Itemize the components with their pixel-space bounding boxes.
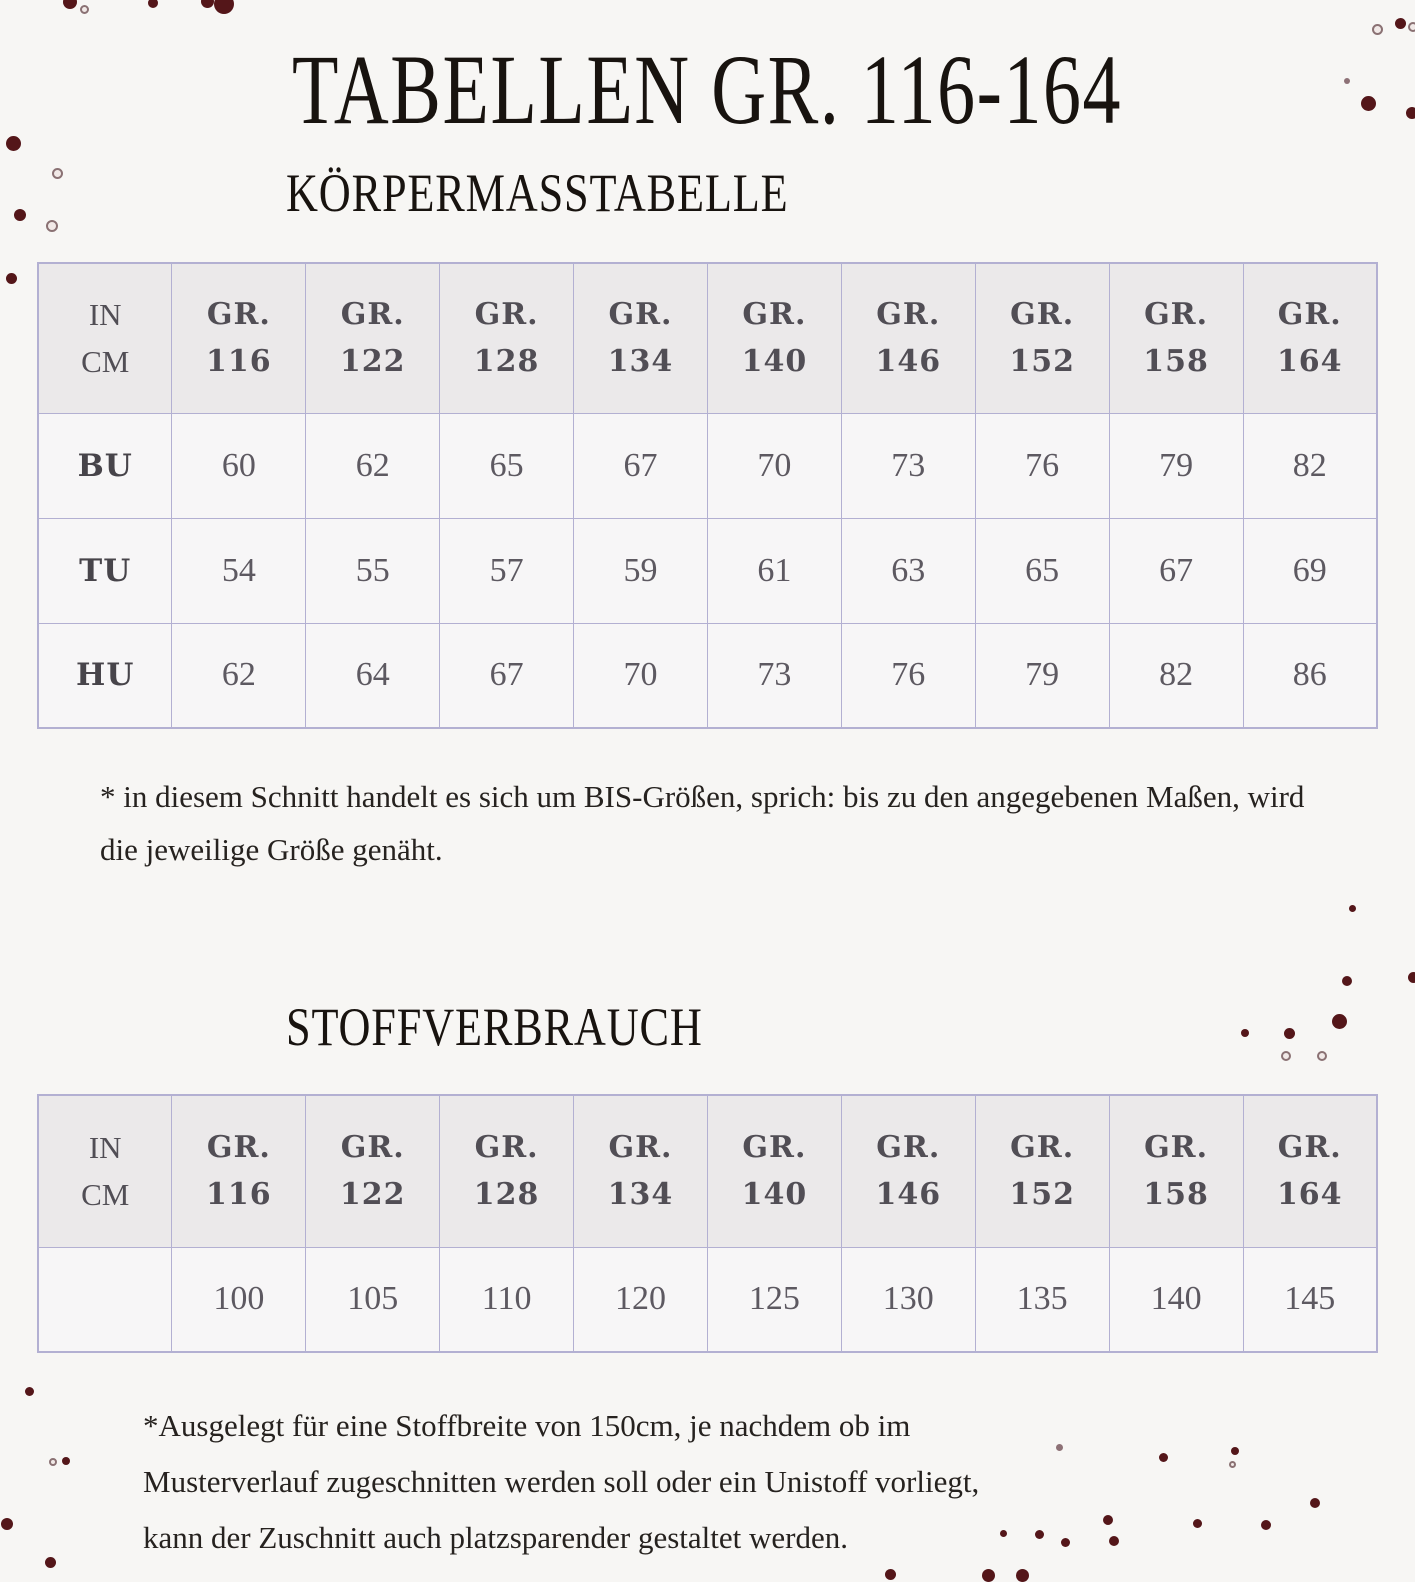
- value-cell: 57: [440, 518, 574, 623]
- decorative-dot: [1332, 1014, 1347, 1029]
- value-cell: 62: [172, 623, 306, 728]
- value-cell: 54: [172, 518, 306, 623]
- value-cell: 73: [707, 623, 841, 728]
- decorative-dot: [1056, 1444, 1063, 1451]
- footnote-line: kann der Zuschnitt auch platzsparender gestaltet werden.: [143, 1510, 979, 1566]
- value-cell: 69: [1243, 518, 1377, 623]
- value-cell: 79: [975, 623, 1109, 728]
- size-label: 122: [306, 338, 439, 385]
- bis-sizes-footnote: [100, 770, 1304, 876]
- body-measurements-table: [37, 262, 1378, 729]
- value-cell: 63: [841, 518, 975, 623]
- decorative-dot: [1231, 1447, 1239, 1455]
- value-cell: 67: [1109, 518, 1243, 623]
- value-cell: 64: [306, 623, 440, 728]
- size-header-cell: [841, 263, 975, 413]
- size-label: GR.: [574, 1124, 707, 1171]
- size-header-cell: [440, 1095, 574, 1247]
- size-label: GR.: [976, 291, 1109, 338]
- size-label: 164: [1244, 338, 1376, 385]
- decorative-dot: [1016, 1569, 1029, 1582]
- size-label: 128: [440, 338, 573, 385]
- decorative-dot: [1408, 22, 1415, 32]
- footnote-line: *Ausgelegt für eine Stoffbreite von 150cm, je nachdem ob im: [143, 1398, 979, 1454]
- unit-label: CM: [39, 338, 171, 385]
- decorative-dot: [6, 273, 17, 284]
- decorative-dot: [49, 1458, 57, 1466]
- size-header-cell: [707, 1095, 841, 1247]
- size-header-cell: [841, 1095, 975, 1247]
- size-header-cell: [574, 1095, 708, 1247]
- decorative-dot: [148, 0, 158, 8]
- decorative-dot: [25, 1387, 34, 1396]
- unit-label: IN: [39, 291, 171, 338]
- size-label: GR.: [842, 1124, 975, 1171]
- table-header-row: [38, 1095, 1377, 1247]
- decorative-dot: [14, 209, 26, 221]
- value-cell: 60: [172, 413, 306, 518]
- size-header-cell: [172, 1095, 306, 1247]
- size-label: 146: [842, 338, 975, 385]
- decorative-dot: [1342, 976, 1352, 986]
- decorative-dot: [885, 1569, 896, 1580]
- size-label: 128: [440, 1171, 573, 1218]
- decorative-dot: [1061, 1538, 1070, 1547]
- size-label: 116: [172, 1171, 305, 1218]
- value-cell: 70: [574, 623, 708, 728]
- decorative-dot: [1261, 1520, 1271, 1530]
- value-cell: 67: [440, 623, 574, 728]
- decorative-dot: [1241, 1029, 1249, 1037]
- unit-label: CM: [39, 1171, 171, 1218]
- size-header-cell: [306, 263, 440, 413]
- size-label: 122: [306, 1171, 439, 1218]
- table-row: [38, 413, 1377, 518]
- row-label-cell: TU: [38, 518, 172, 623]
- value-cell: 61: [707, 518, 841, 623]
- size-header-cell: [574, 263, 708, 413]
- size-label: 158: [1110, 338, 1243, 385]
- size-label: 146: [842, 1171, 975, 1218]
- size-label: 158: [1110, 1171, 1243, 1218]
- decorative-dot: [1281, 1051, 1291, 1061]
- size-label: 140: [708, 338, 841, 385]
- decorative-dot: [201, 0, 214, 8]
- decorative-dot: [1, 1518, 13, 1530]
- size-label: 140: [708, 1171, 841, 1218]
- footnote-line: die jeweilige Größe genäht.: [100, 823, 1304, 876]
- size-label: 164: [1244, 1171, 1376, 1218]
- size-header-cell: [975, 1095, 1109, 1247]
- row-label-cell: BU: [38, 413, 172, 518]
- value-cell: 130: [841, 1247, 975, 1352]
- unit-header-cell: [38, 1095, 172, 1247]
- size-label: GR.: [172, 291, 305, 338]
- value-cell: 55: [306, 518, 440, 623]
- decorative-dot: [1310, 1498, 1320, 1508]
- size-label: GR.: [842, 291, 975, 338]
- decorative-dot: [1109, 1536, 1119, 1546]
- decorative-dot: [1408, 972, 1415, 983]
- value-cell: 135: [975, 1247, 1109, 1352]
- decorative-dot: [63, 0, 77, 9]
- size-label: GR.: [440, 1124, 573, 1171]
- size-label: GR.: [306, 1124, 439, 1171]
- value-cell: 120: [574, 1247, 708, 1352]
- size-label: 152: [976, 338, 1109, 385]
- decorative-dot: [1372, 24, 1383, 35]
- size-label: GR.: [708, 291, 841, 338]
- size-header-cell: [707, 263, 841, 413]
- page-title-text: TABELLEN GR. 116-164: [293, 40, 1123, 140]
- size-header-cell: [440, 263, 574, 413]
- decorative-dot: [1317, 1051, 1327, 1061]
- unit-label: IN: [39, 1124, 171, 1171]
- size-header-cell: [1243, 263, 1377, 413]
- table-row: [38, 623, 1377, 728]
- table-row: [38, 1247, 1377, 1352]
- value-cell: 79: [1109, 413, 1243, 518]
- size-label: GR.: [708, 1124, 841, 1171]
- size-label: GR.: [976, 1124, 1109, 1171]
- section-title-koerpermasstabelle: [286, 166, 899, 220]
- decorative-dot: [1035, 1530, 1044, 1539]
- value-cell: 140: [1109, 1247, 1243, 1352]
- decorative-dot: [1193, 1519, 1202, 1528]
- decorative-dot: [982, 1569, 995, 1582]
- footnote-line: * in diesem Schnitt handelt es sich um BIS-Größen, sprich: bis zu den angegebenen Maßen, wird: [100, 770, 1304, 823]
- fabric-width-footnote: [143, 1398, 979, 1566]
- value-cell: 82: [1243, 413, 1377, 518]
- size-label: 134: [574, 338, 707, 385]
- value-cell: 145: [1243, 1247, 1377, 1352]
- value-cell: 65: [440, 413, 574, 518]
- value-cell: 59: [574, 518, 708, 623]
- value-cell: 125: [707, 1247, 841, 1352]
- section-title-text: KÖRPERMASSTABELLE: [286, 166, 788, 220]
- size-header-cell: [975, 263, 1109, 413]
- decorative-dot: [1395, 18, 1406, 29]
- value-cell: 65: [975, 518, 1109, 623]
- size-label: GR.: [172, 1124, 305, 1171]
- size-label: GR.: [574, 291, 707, 338]
- value-cell: 76: [841, 623, 975, 728]
- decorative-dot: [1103, 1515, 1113, 1525]
- row-label-cell: [38, 1247, 172, 1352]
- value-cell: 76: [975, 413, 1109, 518]
- size-label: GR.: [440, 291, 573, 338]
- size-label: 134: [574, 1171, 707, 1218]
- size-label: GR.: [1244, 1124, 1376, 1171]
- row-label-cell: HU: [38, 623, 172, 728]
- decorative-dot: [1349, 905, 1356, 912]
- value-cell: 100: [172, 1247, 306, 1352]
- size-header-cell: [172, 263, 306, 413]
- decorative-dot: [1229, 1461, 1236, 1468]
- table-header-row: [38, 263, 1377, 413]
- value-cell: 110: [440, 1247, 574, 1352]
- value-cell: 67: [574, 413, 708, 518]
- decorative-dot: [45, 1557, 56, 1568]
- section-title-text: STOFFVERBRAUCH: [286, 1000, 703, 1054]
- decorative-dot: [1000, 1530, 1007, 1537]
- decorative-dot: [80, 5, 89, 14]
- size-header-cell: [1243, 1095, 1377, 1247]
- size-label: GR.: [306, 291, 439, 338]
- value-cell: 86: [1243, 623, 1377, 728]
- size-header-cell: [1109, 1095, 1243, 1247]
- decorative-dot: [62, 1457, 70, 1465]
- unit-header-cell: [38, 263, 172, 413]
- value-cell: 62: [306, 413, 440, 518]
- decorative-dot: [214, 0, 234, 14]
- value-cell: 70: [707, 413, 841, 518]
- value-cell: 73: [841, 413, 975, 518]
- size-label: 152: [976, 1171, 1109, 1218]
- size-header-cell: [1109, 263, 1243, 413]
- size-label: 116: [172, 338, 305, 385]
- value-cell: 105: [306, 1247, 440, 1352]
- decorative-dot: [52, 168, 63, 179]
- section-title-stoffverbrauch: [286, 1000, 794, 1054]
- value-cell: 82: [1109, 623, 1243, 728]
- size-label: GR.: [1110, 1124, 1243, 1171]
- decorative-dot: [46, 220, 58, 232]
- size-header-cell: [306, 1095, 440, 1247]
- size-label: GR.: [1244, 291, 1376, 338]
- decorative-dot: [1284, 1028, 1295, 1039]
- page-title: [0, 40, 1415, 140]
- size-label: GR.: [1110, 291, 1243, 338]
- fabric-consumption-table: [37, 1094, 1378, 1353]
- footnote-line: Musterverlauf zugeschnitten werden soll oder ein Unistoff vorliegt,: [143, 1454, 979, 1510]
- table-row: [38, 518, 1377, 623]
- decorative-dot: [1159, 1453, 1168, 1462]
